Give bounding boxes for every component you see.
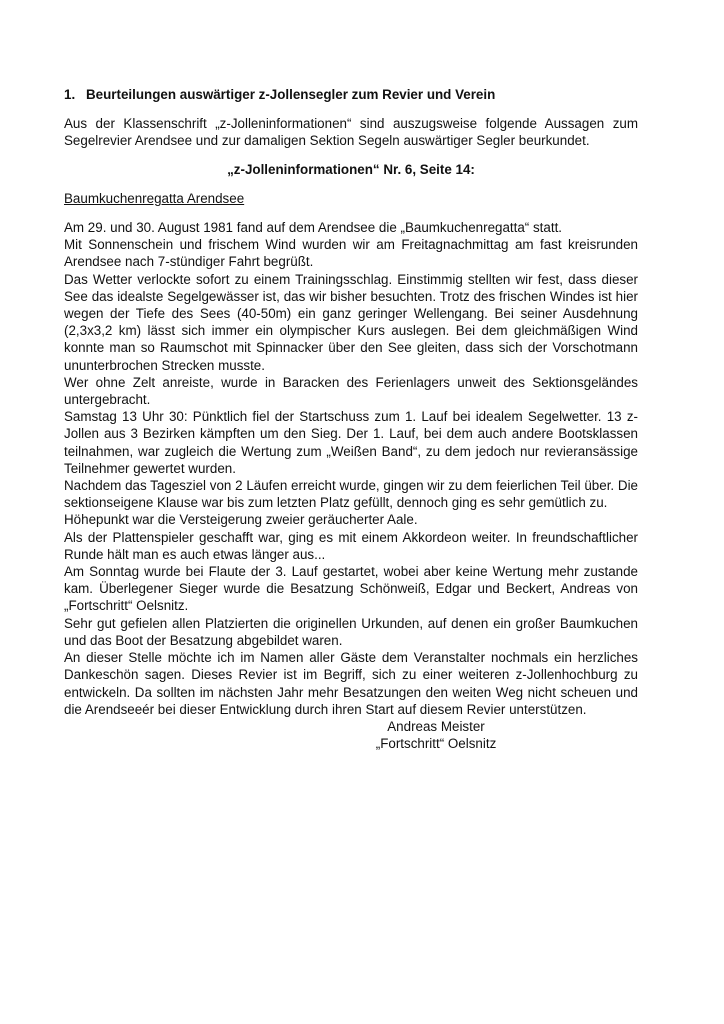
section-title: Beurteilungen auswärtiger z-Jollensegler zum Revier und Verein [86,87,496,102]
paragraph: Wer ohne Zelt anreiste, wurde in Baracken des Ferienlagers unweit des Sektionsgeländes untergebracht. [64,374,638,408]
author-club: „Fortschritt“ Oelsnitz [375,736,497,752]
paragraph: An dieser Stelle möchte ich im Namen aller Gäste dem Veranstalter nochmals ein herzliches Dankeschön sagen. Dieses Revier ist im Begriff, sich zu einer weiteren z-Jollenhochburg zu entwickeln. Da sollten im nächsten Jahr mehr Besatzungen den weiten Weg nicht scheuen und die Arendseeér bei dieser Entwicklung durch ihren Start auf diesem Revier unterstützen. [64,650,638,717]
paragraph: Höhepunkt war die Versteigerung zweier geräucherter Aale. [64,512,418,528]
paragraph: Als der Plattenspieler geschafft war, ging es mit einem Akkordeon weiter. In freundschaftlicher Runde hält man es auch etwas länger aus... [64,529,638,562]
paragraph: Am 29. und 30. August 1981 fand auf dem Arendsee die „Baumkuchenregatta“ statt. [64,220,563,236]
paragraph: Samstag 13 Uhr 30: Pünktlich fiel der Startschuss zum 1. Lauf bei idealem Segelwetter. 13 z-Jollen aus 3 Bezirken kämpften um den Sieg. Der 1. Lauf, bei dem auch andere Bootsklassen teilnahmen, war zugleich die Wertung zum „Weißen Band“, zu dem jedoch nur revieransässige Teilnehmer gewertet wurden. [64,409,638,476]
paragraph: Nachdem das Tagesziel von 2 Läufen erreicht wurde, gingen wir zu dem feierlichen Teil über. Die sektionseigene Klause war bis zum letzten Platz gefüllt, dennoch ging es sehr gemütlich zu. [64,478,638,511]
paragraph: Sehr gut gefielen allen Platzierten die originellen Urkunden, auf denen ein großer Baumkuchen und das Boot der Besatzung abgebildet waren. [64,615,638,648]
article-title: Baumkuchenregatta Arendsee [64,190,245,206]
article-body [64,219,638,718]
author-name: Andreas Meister [387,718,485,734]
section-number: 1. [64,87,76,102]
paragraph: Mit Sonnenschein und frischem Wind wurden wir am Freitagnachmittag am fast kreisrunden Arendsee nach 7-stündiger Fahrt begrüßt. [64,237,638,270]
signature-block [356,718,516,752]
paragraph: Das Wetter verlockte sofort zu einem Trainingsschlag. Einstimmig stellten wir fest, dass dieser See das idealste Segelgewässer ist, das wir bisher besuchten. Trotz des frischen Windes ist hier wegen der Tiefe des Sees (40-50m) ein ganz geringer Wellengang. Bei seiner Ausdehnung (2,3x3,2 km) lässt sich immer ein olympischer Kurs auslegen. Bei dem gleichmäßigen Wind konnte man so Raumschot mit Spinnacker über den See gleiten, dass sich der Vorschotmann ununterbrochen Strecken musste. [64,271,638,373]
paragraph: Am Sonntag wurde bei Flaute der 3. Lauf gestartet, wobei aber keine Wertung mehr zustande kam. Überlegener Sieger wurde die Besatzung Schönweiß, Edgar und Beckert, Andreas von „Fortschritt“ Oelsnitz. [64,564,638,614]
source-heading: „z-Jolleninformationen“ Nr. 6, Seite 14: [227,161,475,177]
intro-paragraph: Aus der Klassenschrift „z-Jolleninformationen“ sind auszugsweise folgende Aussagen zum Segelrevier Arendsee und zur damaligen Sektion Segeln auswärtiger Segler beurkundet. [64,116,638,149]
section-heading [64,86,638,103]
document-page [64,86,638,752]
